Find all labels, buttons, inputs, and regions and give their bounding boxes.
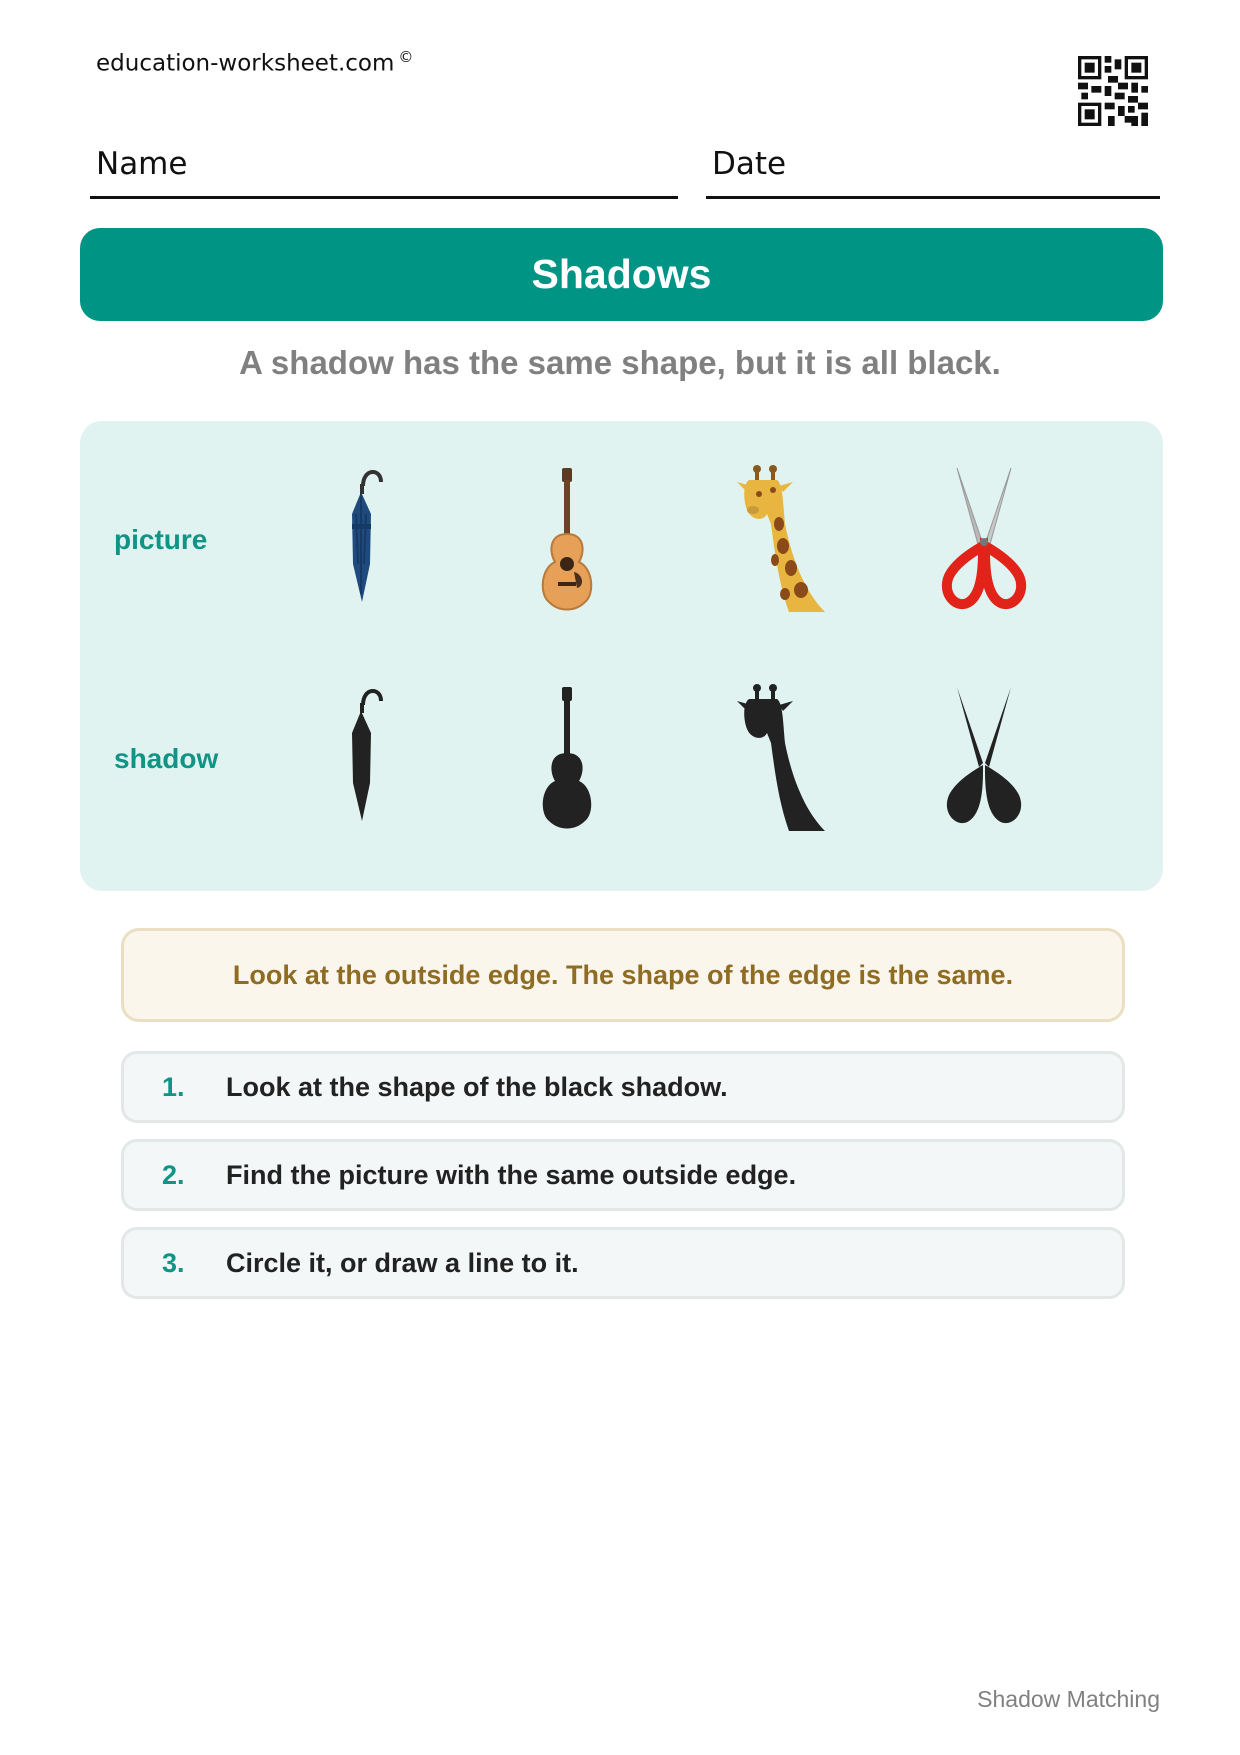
picture-row-label: picture <box>114 524 208 555</box>
date-label: Date <box>712 146 787 182</box>
footer-label: Shadow Matching <box>977 1686 1160 1712</box>
giraffe-picture-icon <box>693 464 853 614</box>
guitar-picture-icon <box>487 464 647 614</box>
site-name: education-worksheet.com © <box>96 48 414 77</box>
umbrella-shadow-icon <box>281 683 441 833</box>
step-item <box>121 1051 1125 1123</box>
step-number: 1. <box>162 1071 185 1102</box>
page-title: Shadows <box>531 251 712 297</box>
title-banner <box>80 228 1163 321</box>
step-item <box>121 1227 1125 1299</box>
tip-box <box>121 928 1125 1022</box>
name-field[interactable] <box>90 142 678 199</box>
step-number: 2. <box>162 1159 185 1190</box>
scissors-picture-icon <box>899 464 1059 614</box>
umbrella-picture-icon <box>281 464 441 614</box>
guitar-shadow-icon <box>487 683 647 833</box>
copyright-mark: © <box>398 48 414 66</box>
step-text: Look at the shape of the black shadow. <box>226 1071 728 1102</box>
step-item <box>121 1139 1125 1211</box>
step-text: Find the picture with the same outside edge. <box>226 1159 797 1190</box>
date-field[interactable] <box>706 142 1160 199</box>
giraffe-shadow-icon <box>693 683 853 833</box>
scissors-shadow-icon <box>899 683 1059 833</box>
step-text: Circle it, or draw a line to it. <box>226 1247 579 1278</box>
shadow-row-label: shadow <box>114 743 219 774</box>
tip-text: Look at the outside edge. The shape of the edge is the same. <box>232 959 1014 990</box>
name-label: Name <box>96 146 188 182</box>
step-number: 3. <box>162 1247 185 1278</box>
qr-code-icon <box>1078 56 1148 126</box>
subtitle: A shadow has the same shape, but it is all black. <box>239 344 1001 381</box>
shadow-panel <box>80 421 1163 891</box>
